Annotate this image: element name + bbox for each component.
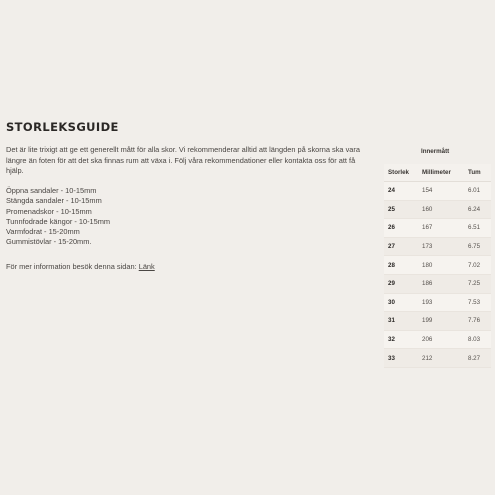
- cell-inch: 6.51: [464, 219, 491, 238]
- allowance-item: Promenadskor - 10-15mm: [6, 206, 92, 216]
- table-row: [384, 237, 491, 256]
- table-caption: Innermått: [421, 148, 450, 155]
- table-row: [384, 219, 491, 238]
- more-info-link[interactable]: Länk: [138, 262, 155, 271]
- allowance-item: Gummistövlar - 15-20mm.: [6, 237, 92, 247]
- table-row: [384, 200, 491, 219]
- cell-size: 33: [384, 349, 418, 368]
- intro-paragraph: Det är lite trixigt att ge ett generellt mått för alla skor. Vi rekommenderar alltid att längden på skorna ska vara längre än foten för att det ska finnas rum att växa i. Följ våra rekommendationer eller kontakta oss för att få hjälp.: [6, 145, 360, 175]
- table-row: [384, 349, 491, 368]
- cell-millimeter: 206: [418, 330, 464, 349]
- allowance-list: [6, 186, 110, 248]
- cell-inch: 7.53: [464, 293, 491, 312]
- allowance-item: Öppna sandaler - 10-15mm: [6, 186, 97, 195]
- cell-millimeter: 160: [418, 200, 464, 219]
- table-row: [384, 274, 491, 293]
- cell-inch: 7.76: [464, 312, 491, 331]
- allowance-item: Stängda sandaler - 10-15mm: [6, 196, 102, 206]
- cell-millimeter: 154: [418, 182, 464, 201]
- cell-size: 31: [384, 312, 418, 331]
- more-info-line: [6, 262, 155, 272]
- cell-millimeter: 180: [418, 256, 464, 275]
- cell-millimeter: 173: [418, 237, 464, 256]
- table-row: [384, 312, 491, 331]
- cell-size: 28: [384, 256, 418, 275]
- cell-size: 30: [384, 293, 418, 312]
- table-body: [384, 182, 491, 368]
- cell-size: 27: [384, 237, 418, 256]
- table-row: [384, 182, 491, 201]
- table-row: [384, 256, 491, 275]
- cell-inch: 7.25: [464, 274, 491, 293]
- cell-millimeter: 186: [418, 274, 464, 293]
- table-row: [384, 330, 491, 349]
- allowance-item: Varmfodrat - 15-20mm: [6, 227, 80, 237]
- header-size: Storlek: [384, 164, 418, 182]
- cell-size: 32: [384, 330, 418, 349]
- header-inch: Tum: [464, 164, 491, 182]
- cell-size: 26: [384, 219, 418, 238]
- page-title: STORLEKSGUIDE: [6, 120, 119, 134]
- cell-inch: 8.03: [464, 330, 491, 349]
- cell-inch: 7.02: [464, 256, 491, 275]
- more-info-text: För mer information besök denna sidan:: [6, 262, 139, 271]
- cell-inch: 6.75: [464, 237, 491, 256]
- allowance-item: Tunnfodrade kängor - 10-15mm: [6, 216, 111, 226]
- cell-millimeter: 199: [418, 312, 464, 331]
- cell-millimeter: 167: [418, 219, 464, 238]
- cell-inch: 8.27: [464, 349, 491, 368]
- header-millimeter: Millimeter: [418, 164, 464, 182]
- cell-inch: 6.01: [464, 182, 491, 201]
- table-row: [384, 293, 491, 312]
- cell-inch: 6.24: [464, 200, 491, 219]
- cell-size: 25: [384, 200, 418, 219]
- cell-millimeter: 212: [418, 349, 464, 368]
- table-header-row: [384, 164, 491, 182]
- cell-size: 24: [384, 182, 418, 201]
- cell-millimeter: 193: [418, 293, 464, 312]
- cell-size: 29: [384, 274, 418, 293]
- size-table: [384, 164, 491, 368]
